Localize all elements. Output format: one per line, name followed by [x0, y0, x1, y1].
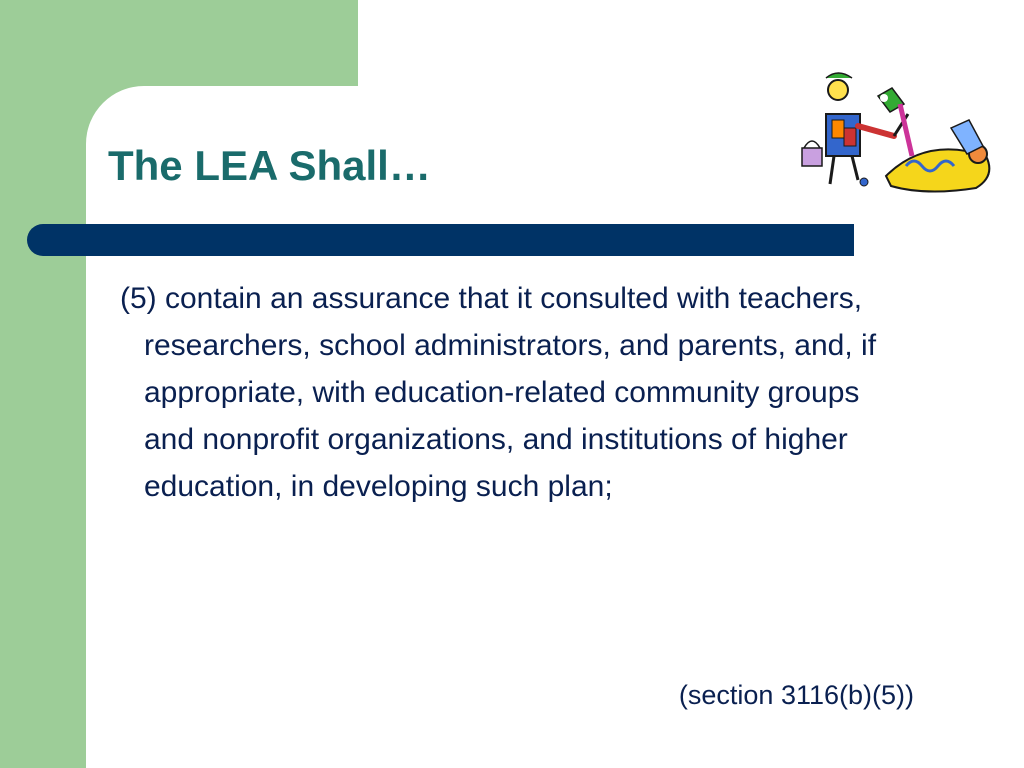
slide-title: The LEA Shall…	[108, 142, 431, 189]
section-citation: (section 3116(b)(5))	[678, 680, 914, 710]
title-underline-bar	[27, 224, 854, 256]
slide-body-text: (5) contain an assurance that it consulted with teachers, researchers, school administrators, and parents, and, if appropriate, with education-related community groups and nonprofit organizations, and institutions of higher education, in developing such plan;	[120, 282, 877, 503]
left-green-band	[0, 0, 86, 768]
top-green-band	[86, 0, 358, 86]
artist-painting-clipart-icon	[796, 66, 1000, 196]
